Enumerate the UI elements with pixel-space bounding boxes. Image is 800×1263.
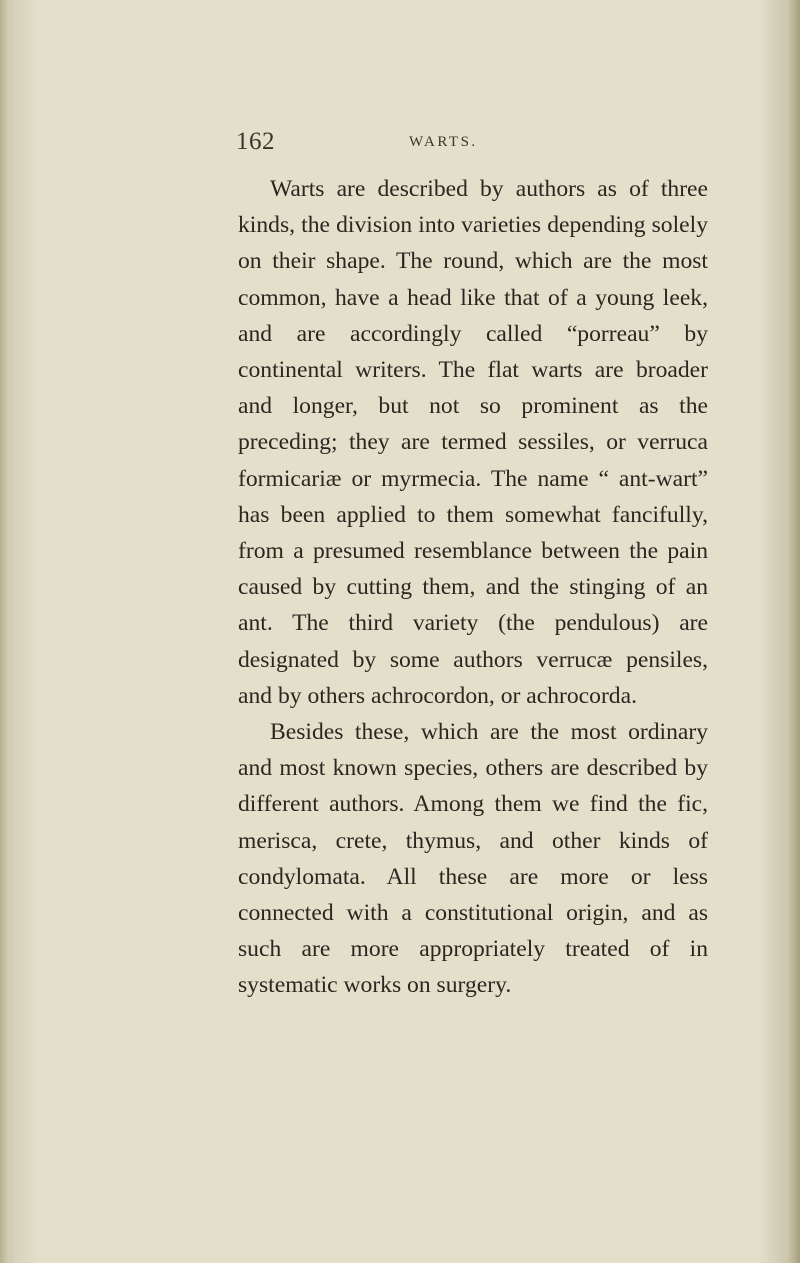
page-number: 162: [236, 128, 275, 155]
body-text: [238, 171, 708, 1004]
page-header: [236, 128, 696, 162]
paragraph-2: Besides these, which are the most ordinary and most known species, others are described by different authors. Among them we find the fic, merisca, crete, thymus, and other kinds of condylomata. All these are more or less connected with a constitutional origin, and as such are more appropriately treated of in systematic works on surgery.: [238, 719, 708, 999]
running-title: WARTS.: [409, 134, 478, 150]
page-left-edge: [0, 0, 10, 1263]
page-right-edge: [778, 0, 800, 1263]
paragraph-1: Warts are described by authors as of three kinds, the division into varieties depending solely on their shape. The round, which are the most common, have a head like that of a young leek, and are accordingly called “porreau” by continental writers. The flat warts are broader and longer, but not so prominent as the preceding; they are termed sessiles, or verruca formicariæ or myrmecia. The name “ ant-wart” has been applied to them somewhat fancifully, from a presumed resemblance between the pain caused by cutting them, and the stinging of an ant. The third variety (the pendulous) are designated by some authors verrucæ pensiles, and by others achrocordon, or achrocorda.: [238, 176, 708, 709]
